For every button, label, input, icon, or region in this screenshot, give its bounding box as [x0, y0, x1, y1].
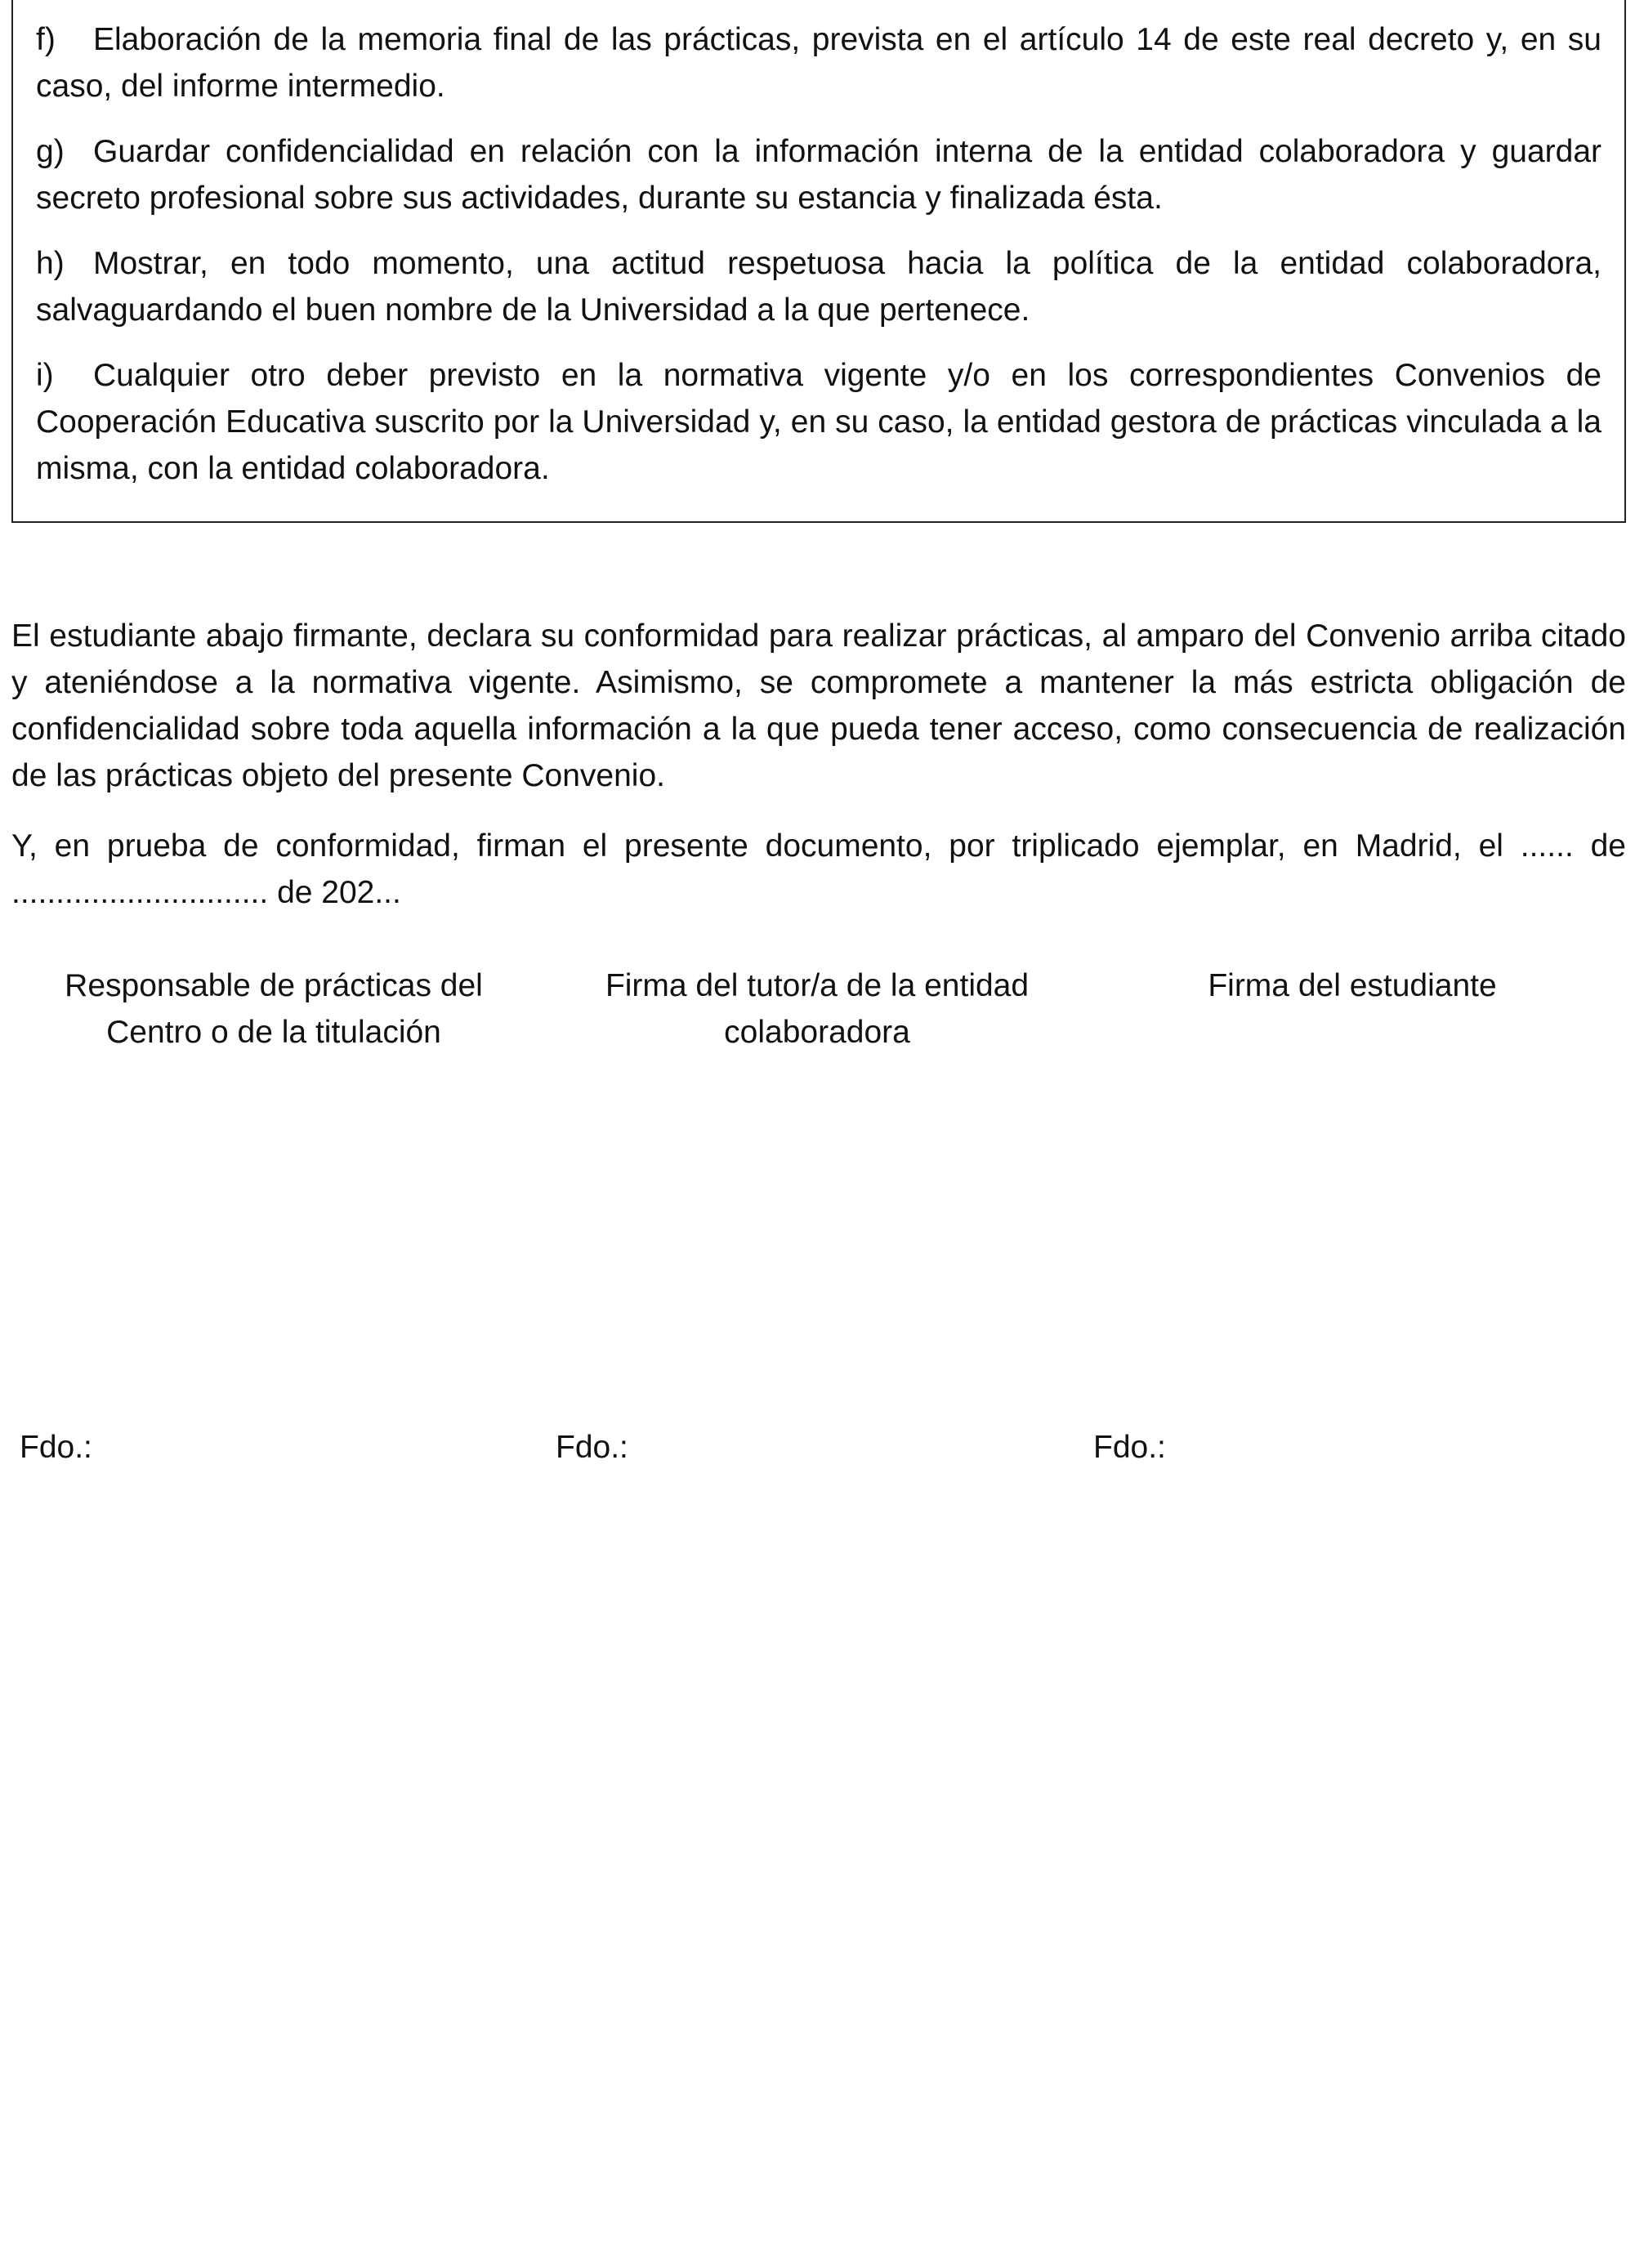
- duty-text: Guardar confidencialidad en relación con la información interna de la entidad colaboradora y guardar secreto profesional sobre sus actividades, durante su estancia y finalizada ésta.: [36, 134, 1601, 216]
- signature-heading-student: [1128, 962, 1577, 1009]
- student-duties-box: [11, 0, 1626, 523]
- signature-role-line: Firma del estudiante: [1208, 968, 1497, 1003]
- duty-text: Elaboración de la memoria final de las prácticas, prevista en el artículo 14 de este real decreto y, en su caso, del informe intermedio.: [36, 22, 1601, 104]
- duty-letter: h): [36, 246, 65, 281]
- signed-by-label-student: Fdo.:: [1093, 1430, 1166, 1465]
- duty-g: [36, 128, 1601, 221]
- duty-letter: g): [36, 134, 65, 169]
- signature-role-line: Responsable de prácticas del: [65, 968, 483, 1003]
- signed-by-label-center-manager: Fdo.:: [20, 1430, 92, 1465]
- duty-h: [36, 240, 1601, 333]
- signature-role-line: Firma del tutor/a de la entidad: [605, 968, 1030, 1003]
- signature-role-line: Centro o de la titulación: [106, 1015, 441, 1050]
- duty-letter: f): [36, 22, 56, 57]
- signed-by-label-entity-tutor: Fdo.:: [556, 1430, 628, 1465]
- declaration-paragraph: El estudiante abajo firmante, declara su conformidad para realizar prácticas, al amparo del Convenio arriba citado y ateniéndose a la normativa vigente. Asimismo, se compromete a mantener la más estricta obligación de confidencialidad sobre toda aquella información a la que pueda tener acceso, como consecuencia de realización de las prácticas objeto del presente Convenio.: [11, 618, 1626, 793]
- signature-heading-entity-tutor: [564, 962, 1070, 1056]
- duty-text: Mostrar, en todo momento, una actitud respetuosa hacia la política de la entidad colaboradora, salvaguardando el buen nombre de la Universidad a la que pertenece.: [36, 246, 1601, 328]
- duty-letter: i): [36, 358, 54, 393]
- duty-f: [36, 16, 1601, 109]
- duty-i: [36, 352, 1601, 492]
- signature-role-line: colaboradora: [724, 1015, 910, 1050]
- signature-heading-center-manager: [25, 962, 523, 1056]
- agreement-paragraph: Y, en prueba de conformidad, firman el presente documento, por triplicado ejemplar, en Madrid, el ...... de ............................. de 202...: [11, 828, 1626, 910]
- duty-text: Cualquier otro deber previsto en la normativa vigente y/o en los correspondientes Convenios de Cooperación Educativa suscrito por la Universidad y, en su caso, la entidad gestora de prácticas vinculada a la misma, con la entidad colaboradora.: [36, 358, 1601, 486]
